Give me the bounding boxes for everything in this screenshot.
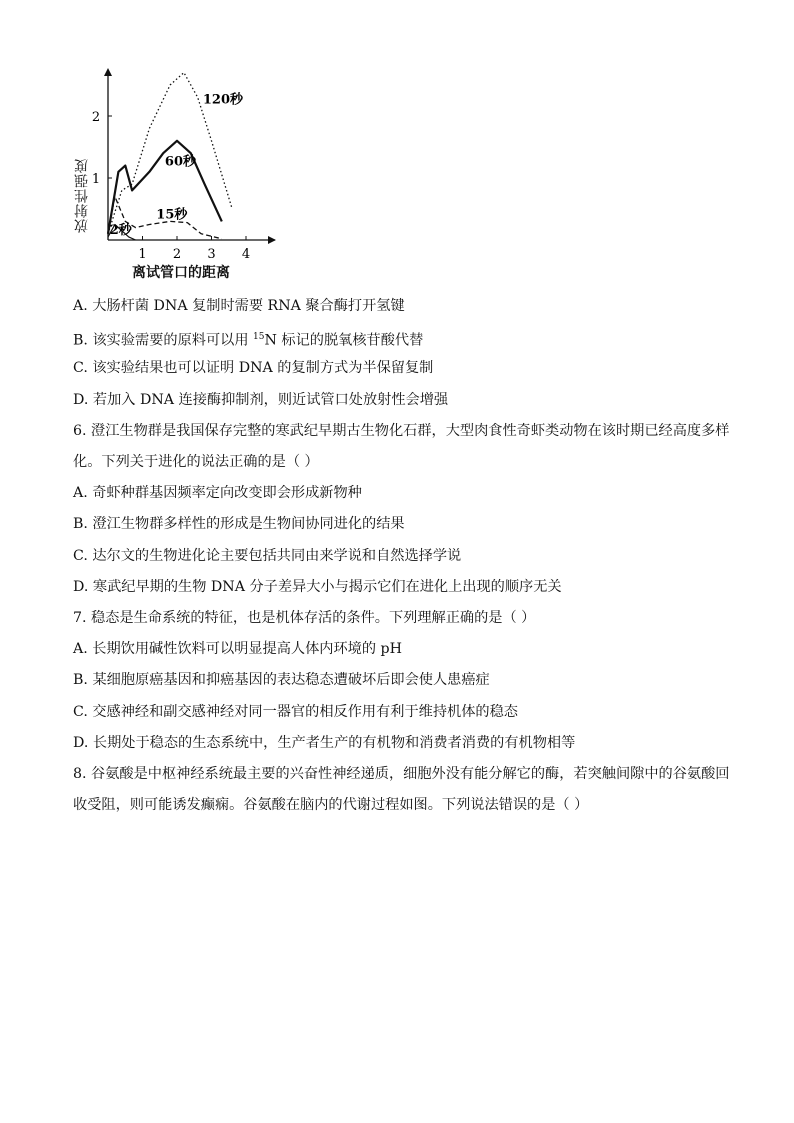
question-line	[73, 702, 518, 722]
option-text: A. 大肠杆菌 DNA 复制时需要 RNA 聚合酶打开氢键	[73, 298, 405, 314]
option-text: C. 该实验结果也可以证明 DNA 的复制方式为半保留复制	[73, 360, 434, 376]
superscript: 15	[253, 332, 265, 342]
question-line	[73, 546, 461, 566]
question-line	[73, 608, 535, 628]
option-text: N 标记的脱氧核苷酸代替	[264, 332, 424, 349]
curve-label: 15秒	[156, 207, 188, 223]
curve-label: 2秒	[109, 222, 132, 238]
question-line	[73, 764, 730, 784]
question-stem: 7. 稳态是生命系统的特征，也是机体存活的条件。下列理解正确的是（ ）	[73, 610, 536, 626]
option-text: A. 长期饮用碱性饮料可以明显提高人体内环境的 pH	[73, 641, 402, 657]
curve-label: 120秒	[202, 92, 244, 108]
y-tick-label: 1	[91, 172, 101, 187]
x-tick-label: 2	[172, 247, 182, 262]
option-text: B. 该实验需要的原料可以用	[73, 332, 254, 349]
question-line	[73, 577, 562, 597]
question-line	[73, 296, 405, 316]
option-text: A. 奇虾种群基因频率定向改变即会形成新物种	[73, 485, 362, 501]
question-line	[73, 514, 405, 534]
question-stem: 6. 澄江生物群是我国保存完整的寒武纪早期古生物化石群，大型肉食性奇虾类动物在该时期已经高度多样	[73, 423, 730, 439]
option-text: C. 交感神经和副交感神经对同一器官的相反作用有利于维持机体的稳态	[73, 704, 518, 720]
question-line	[73, 390, 448, 410]
y-tick-label: 2	[91, 110, 101, 125]
x-axis-label: 离试管口的距离	[132, 265, 230, 281]
option-text: D. 寒武纪早期的生物 DNA 分子差异大小与揭示它们在进化上出现的顺序无关	[73, 579, 562, 595]
option-text: D. 若加入 DNA 连接酶抑制剂，则近试管口处放射性会增强	[73, 392, 449, 408]
option-text: D. 长期处于稳态的生态系统中，生产者生产的有机物和消费者消费的有机物相等	[73, 735, 576, 751]
x-axis-arrow	[268, 236, 276, 244]
question-stem: 化。下列关于进化的说法正确的是（ ）	[73, 454, 319, 470]
x-tick-label: 3	[207, 247, 216, 262]
question-line	[73, 421, 730, 441]
question-line	[73, 639, 402, 659]
option-text: B. 某细胞原癌基因和抑癌基因的表达稳态遭破坏后即会使人患癌症	[73, 672, 490, 688]
option-text: C. 达尔文的生物进化论主要包括共同由来学说和自然选择学说	[73, 548, 462, 564]
question-stem: 收受阻，则可能诱发癫痫。谷氨酸在脑内的代谢过程如图。下列说法错误的是（ ）	[73, 797, 589, 813]
question-line	[73, 452, 319, 472]
y-axis-label: 放射性强度	[74, 158, 90, 233]
chart-canvas	[70, 62, 290, 262]
x-tick-label: 1	[138, 247, 147, 262]
curve-label: 60秒	[164, 154, 197, 170]
option-text: B. 澄江生物群多样性的形成是生物间协同进化的结果	[73, 516, 405, 532]
question-line	[73, 795, 588, 815]
radioactivity-chart	[70, 62, 290, 287]
question-line	[73, 733, 575, 753]
question-line	[73, 483, 362, 503]
question-line	[73, 670, 490, 690]
question-line	[73, 358, 433, 378]
y-axis-arrow	[104, 68, 112, 76]
question-line	[73, 327, 423, 351]
x-tick-label: 4	[241, 247, 251, 262]
question-stem: 8. 谷氨酸是中枢神经系统最主要的兴奋性神经递质，细胞外没有能分解它的酶，若突触间隙中的谷氨酸回	[73, 766, 730, 782]
